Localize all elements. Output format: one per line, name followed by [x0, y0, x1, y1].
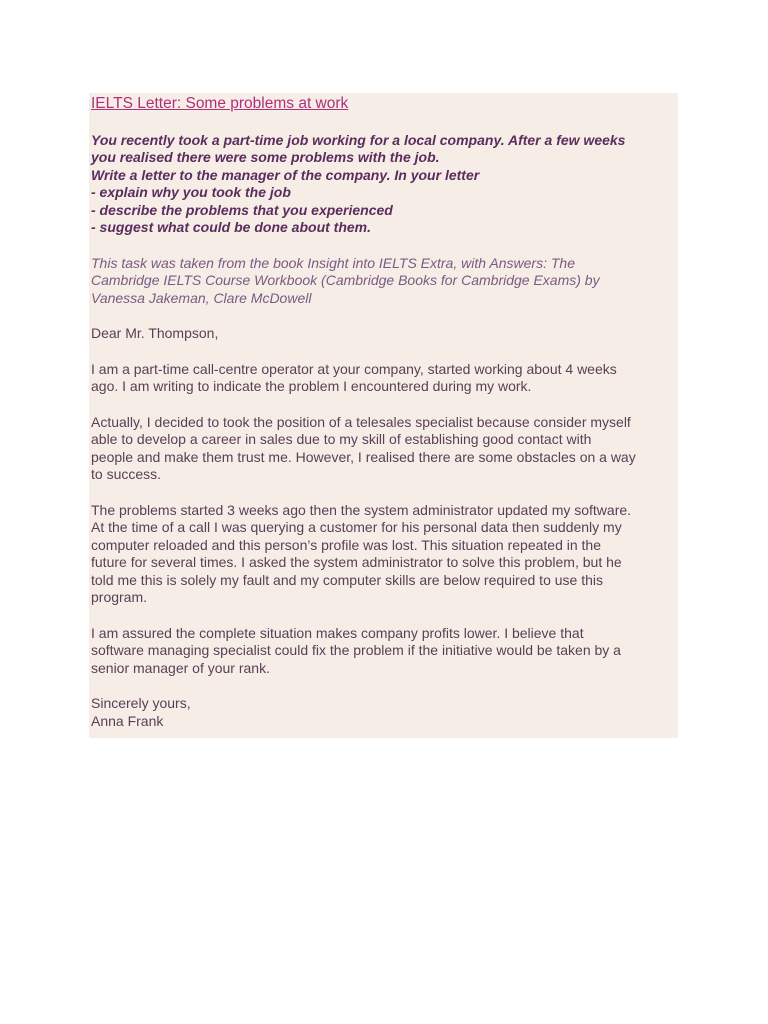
body-line: computer reloaded and this person’s profile was lost. This situation repeated in the — [91, 536, 602, 553]
task-line: - explain why you took the job — [91, 184, 291, 200]
paragraph-suggestion — [91, 625, 678, 678]
body-line: At the time of a call I was querying a customer for his personal data then suddenly my — [91, 519, 622, 535]
body-line: people and make them trust me. However, I realised there are some obstacles on a way — [91, 448, 636, 465]
body-line: I am assured the complete situation makes company profits lower. I believe that — [91, 624, 584, 641]
body-line: I am a part-time call-centre operator at your company, started working about 4 weeks — [91, 360, 617, 377]
task-line: Write a letter to the manager of the company. In your letter — [91, 166, 480, 183]
body-line: ago. I am writing to indicate the problem I encountered during my work. — [91, 378, 532, 394]
signature: Anna Frank — [91, 712, 164, 729]
source-line: Vanessa Jakeman, Clare McDowell — [91, 289, 312, 306]
body-line: program. — [91, 589, 148, 605]
paragraph-problems — [91, 502, 678, 607]
task-line: - describe the problems that you experienced — [91, 201, 393, 218]
paragraph-intro — [91, 361, 678, 396]
body-line: Actually, I decided to took the position of a telesales specialist because consider myself — [91, 413, 631, 430]
body-line: The problems started 3 weeks ago then the system administrator updated my software. — [91, 501, 632, 518]
task-line: You recently took a part-time job working for a local company. After a few weeks — [91, 131, 626, 148]
body-line: future for several times. I asked the system administrator to solve this problem, but he — [91, 554, 622, 570]
source-line: This task was taken from the book Insight into IELTS Extra, with Answers: The — [91, 254, 575, 271]
paragraph-reason — [91, 414, 678, 484]
signoff — [91, 695, 678, 730]
body-line: senior manager of your rank. — [91, 659, 270, 676]
source-note — [91, 255, 678, 308]
page-title: IELTS Letter: Some problems at work — [91, 95, 349, 112]
source-line: Cambridge IELTS Course Workbook (Cambridge Books for Cambridge Exams) by — [91, 272, 600, 288]
greeting: Dear Mr. Thompson, — [91, 325, 219, 341]
task-prompt — [91, 132, 678, 237]
body-line: software managing specialist could fix the problem if the initiative would be taken by a — [91, 642, 621, 658]
task-line: you realised there were some problems with the job. — [91, 149, 440, 165]
body-line: to success. — [91, 466, 162, 482]
task-line: - suggest what could be done about them. — [91, 219, 372, 235]
body-line: able to develop a career in sales due to my skill of establishing good contact with — [91, 431, 592, 447]
letter-box — [89, 93, 678, 738]
body-line: told me this is solely my fault and my computer skills are below required to use this — [91, 571, 603, 588]
closing: Sincerely yours, — [91, 695, 191, 711]
